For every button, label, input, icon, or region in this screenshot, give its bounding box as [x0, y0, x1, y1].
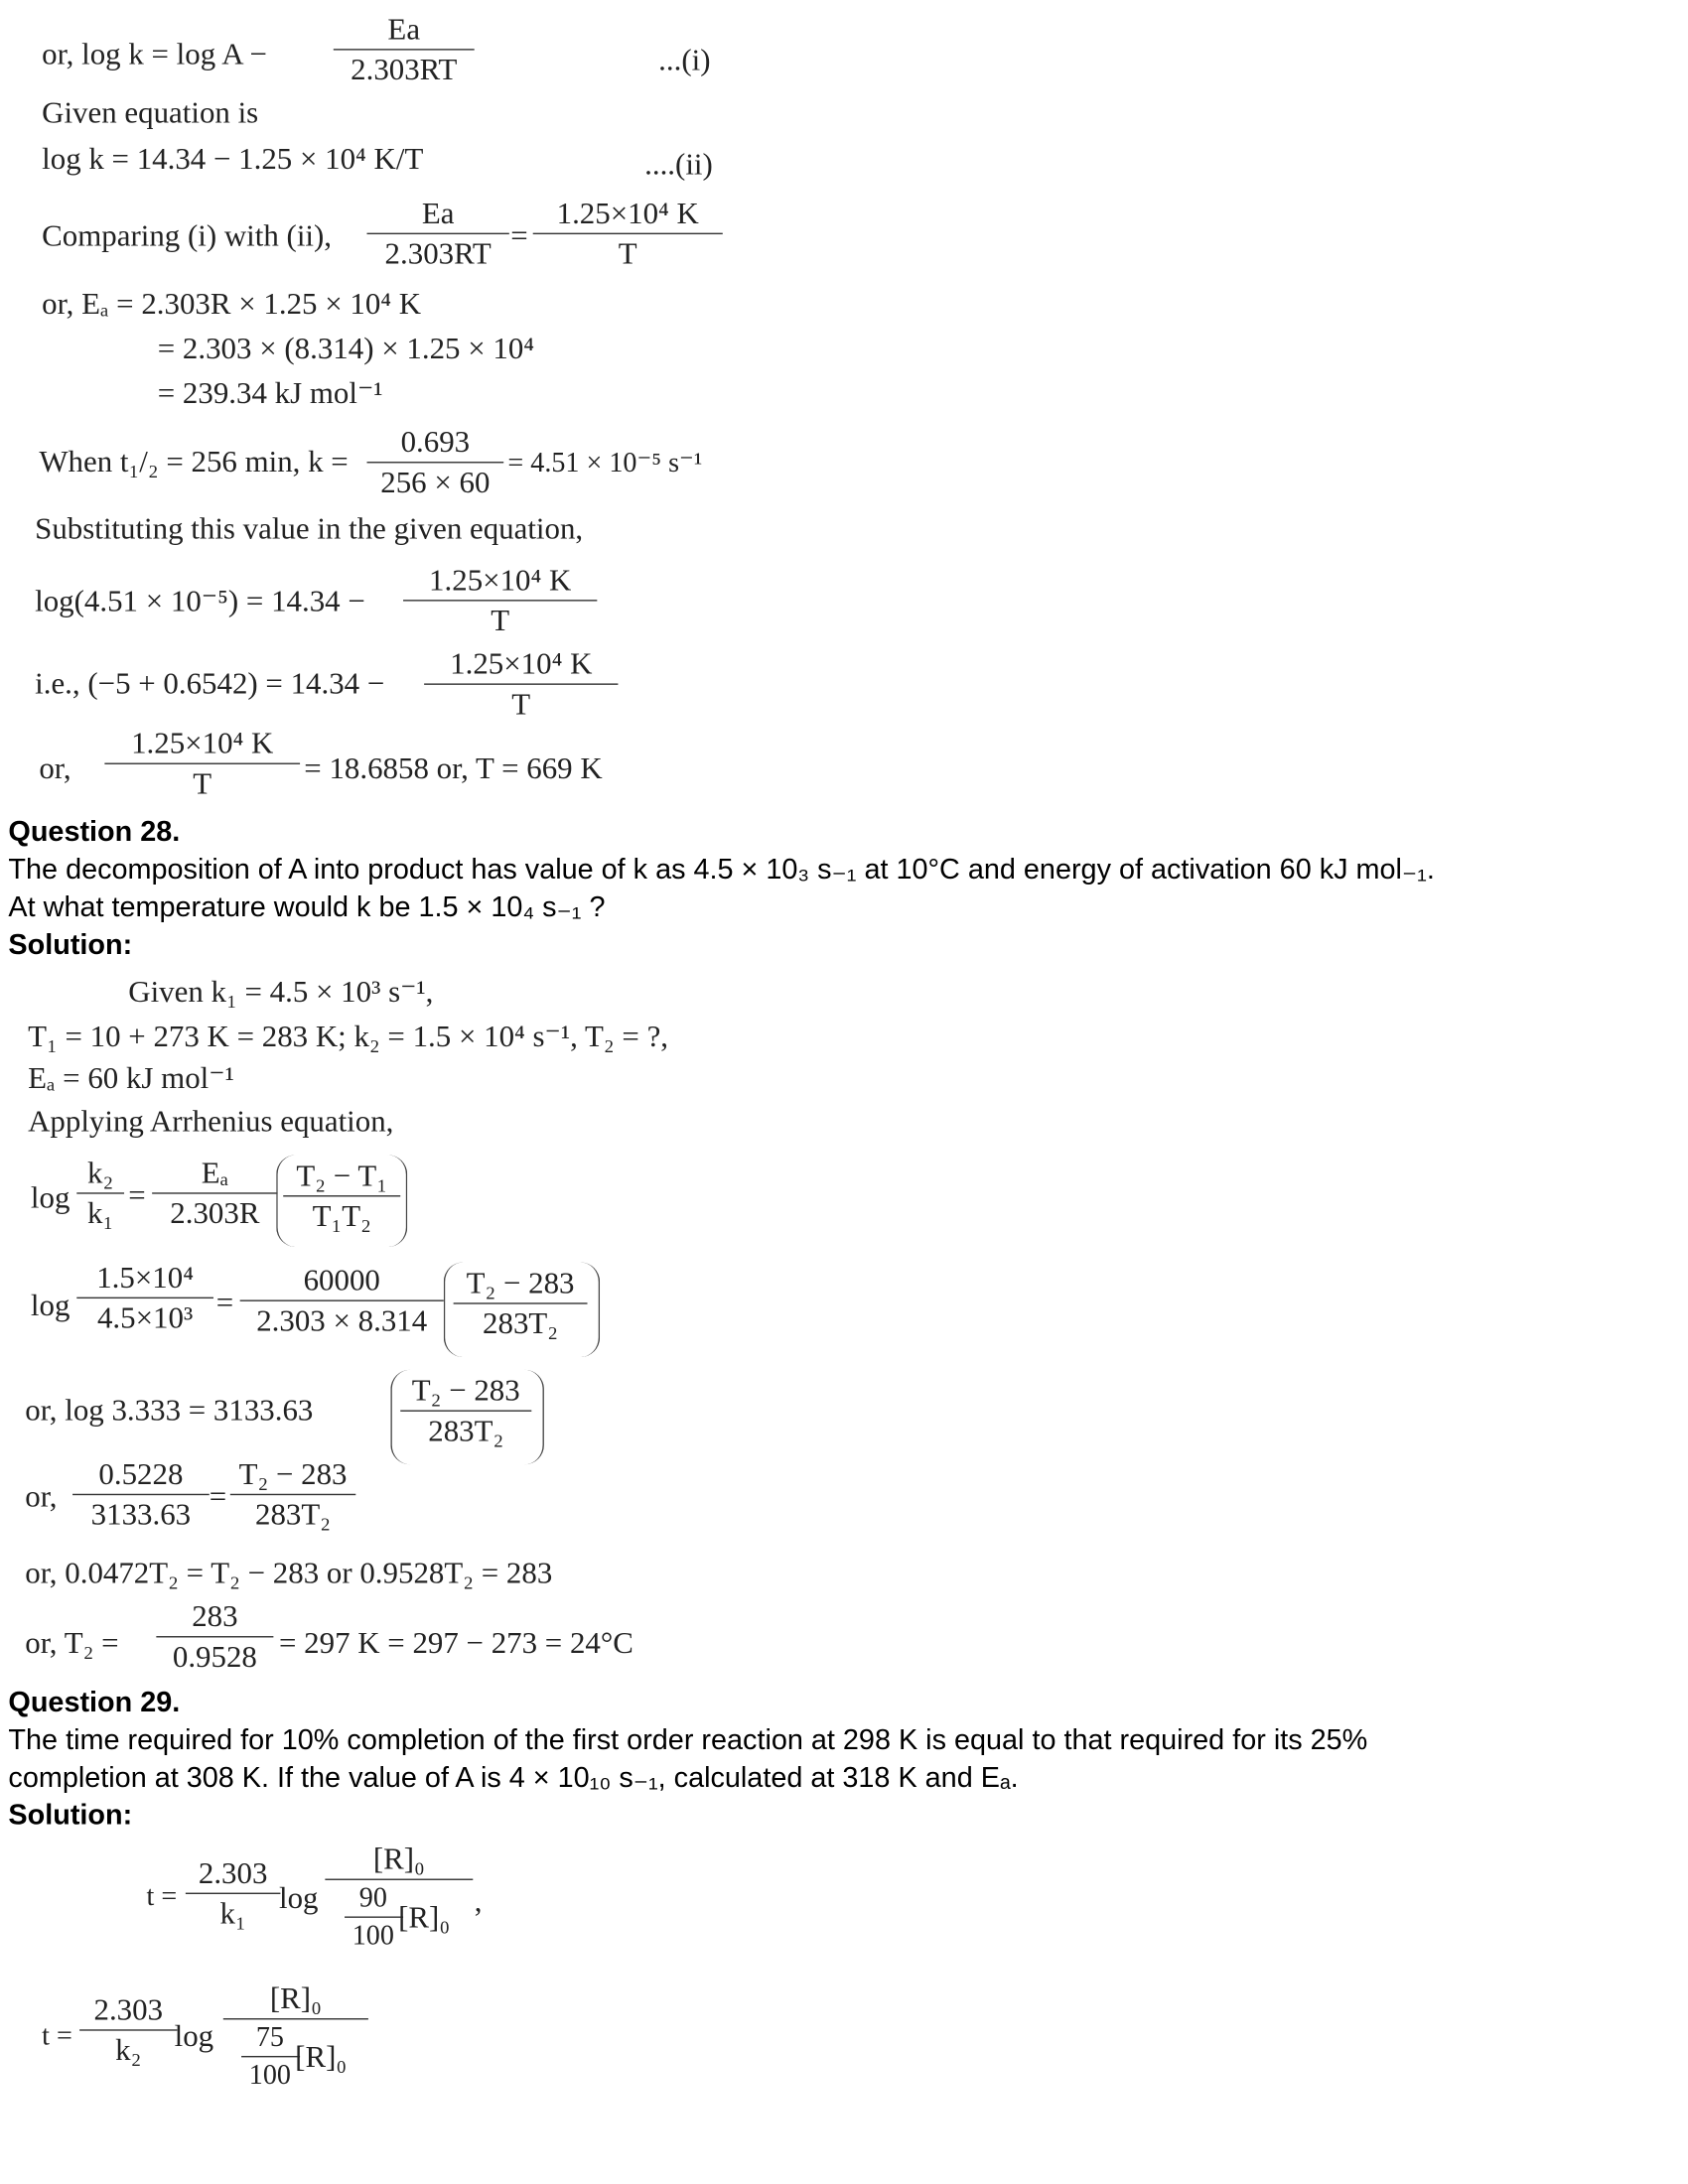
text-line: Substituting this value in the given equation,	[35, 510, 584, 546]
eq-line: or, T₂ =	[25, 1624, 119, 1660]
numerator: 2.303	[79, 1994, 177, 2031]
numerator: k₂	[76, 1158, 124, 1194]
eq-line: i.e., (−5 + 0.6542) = 14.34 −	[35, 665, 385, 701]
solution-label: Solution:	[8, 928, 133, 962]
bracket-r0: [R]₀	[398, 1898, 451, 1935]
fraction	[227, 1980, 364, 2092]
equals: =	[209, 1478, 227, 1514]
fraction	[156, 1155, 273, 1231]
numerator: Ea	[367, 199, 509, 235]
text-line: Given equation is	[42, 94, 259, 130]
numerator: 75	[240, 2024, 299, 2058]
fraction	[190, 1854, 276, 1931]
denominator: 2.303 × 8.314	[256, 1302, 428, 1338]
question-text: completion at 308 K. If the value of A is 4 × 10₁₀ s₋₁, calculated at 318 K and Eₐ.	[8, 1761, 1019, 1794]
numerator: 1.5×10⁴	[76, 1263, 213, 1299]
denominator: 3133.63	[90, 1496, 192, 1532]
denominator: 256 × 60	[380, 464, 491, 499]
numerator: Ea	[334, 14, 475, 51]
denominator: 100	[248, 2060, 291, 2092]
fraction	[404, 1372, 527, 1448]
numerator: 0.693	[367, 427, 504, 464]
denominator: k₁	[219, 1895, 246, 1931]
eq-line: = 239.34 kJ mol⁻¹	[157, 374, 383, 411]
fraction	[338, 11, 470, 87]
bracket-r0: [R]₀	[295, 2038, 348, 2074]
eq-tag: ....(ii)	[644, 146, 713, 182]
question-title: Question 28.	[8, 815, 181, 849]
numerator: Eₐ	[152, 1158, 277, 1194]
fraction	[371, 424, 499, 499]
fraction	[537, 195, 719, 271]
numerator: T₂ − 283	[454, 1268, 588, 1304]
fraction	[244, 1262, 440, 1338]
fraction	[330, 1843, 470, 1950]
fraction	[428, 645, 614, 722]
eq-line: or, 0.0472T₂ = T₂ − 283 or 0.9528T₂ = 283	[25, 1555, 553, 1590]
denominator: 4.5×10³	[96, 1299, 194, 1335]
numerator: 1.25×10⁴ K	[104, 728, 300, 764]
fraction	[349, 1884, 399, 1950]
eq-result: = 4.51 × 10⁻⁵ s⁻¹	[507, 448, 703, 478]
eq-line: T₁ = 10 + 273 K = 283 K; k₂ = 1.5 × 10⁴ s⁻¹, T₂ = ?,	[28, 1018, 669, 1053]
question-title: Question 29.	[8, 1686, 181, 1718]
denominator: 283T₂	[483, 1305, 559, 1341]
fraction	[83, 1991, 173, 2068]
fraction	[80, 1155, 119, 1231]
eq-t: t =	[42, 2020, 72, 2052]
eq-line: or, log k = log A −	[42, 36, 267, 71]
eq-line: Given k₁ = 4.5 × 10³ s⁻¹,	[128, 973, 434, 1009]
text-line: Applying Arrhenius equation,	[28, 1103, 394, 1139]
denominator: 2.303RT	[351, 51, 458, 87]
eq-t: t =	[146, 1881, 178, 1913]
denominator: 283T₂	[428, 1413, 504, 1448]
equals: =	[510, 217, 528, 253]
numerator: 1.25×10⁴ K	[424, 648, 618, 685]
eq-or: or,	[25, 1478, 58, 1514]
denominator: T	[491, 602, 510, 638]
question-text: The decomposition of A into product has value of k as 4.5 × 10₃ s₋₁ at 10°C and energy of activation 60 kJ mol₋₁.	[8, 853, 1435, 887]
denominator	[344, 1880, 454, 1950]
eq-tag: ...(i)	[658, 42, 711, 77]
eq-line: Eₐ = 60 kJ mol⁻¹	[28, 1059, 234, 1095]
fraction	[161, 1598, 270, 1674]
comma: ,	[474, 1882, 483, 1918]
eq-line: = 2.303 × (8.314) × 1.25 × 10⁴	[157, 330, 535, 366]
log: log	[30, 1179, 70, 1215]
numerator: [R]₀	[325, 1843, 473, 1880]
numerator: T₂ − 283	[400, 1375, 531, 1412]
log: log	[30, 1287, 70, 1322]
numerator: 1.25×10⁴ K	[403, 565, 597, 602]
fraction	[287, 1160, 396, 1232]
fraction	[234, 1455, 352, 1532]
numerator: 1.25×10⁴ K	[533, 199, 723, 235]
numerator: T₂ − 283	[230, 1459, 355, 1496]
eq-line: log k = 14.34 − 1.25 × 10⁴ K/T	[42, 140, 424, 177]
log: log	[174, 2018, 214, 2054]
numerator: [R]₀	[223, 1983, 368, 2020]
denominator: T	[511, 686, 531, 722]
numerator: 90	[344, 1884, 402, 1918]
denominator: T₁T₂	[312, 1197, 371, 1234]
denominator: 2.303RT	[384, 235, 492, 271]
fraction	[371, 195, 505, 271]
text-line: Comparing (i) with (ii),	[42, 217, 333, 253]
equals: =	[128, 1176, 146, 1212]
denominator: 283T₂	[255, 1496, 332, 1532]
eq-line: When t₁/₂ = 256 min, k =	[39, 443, 349, 478]
denominator: T	[618, 235, 637, 271]
denominator	[240, 2019, 351, 2092]
fraction	[109, 725, 296, 801]
numerator: 2.303	[186, 1857, 281, 1894]
fraction	[245, 2024, 296, 2090]
question-text: The time required for 10% completion of the first order reaction at 298 K is equal to that required for its 25%	[8, 1723, 1368, 1756]
eq-line: or, log 3.333 = 3133.63	[25, 1392, 314, 1428]
fraction	[407, 562, 593, 638]
numerator: 283	[156, 1601, 273, 1638]
eq-result: = 18.6858 or, T = 669 K	[304, 750, 603, 786]
eq-or: or,	[39, 750, 71, 786]
denominator: 100	[352, 1920, 394, 1952]
eq-result: = 297 K = 297 − 273 = 24°C	[279, 1624, 633, 1660]
eq-line: or, Eₐ = 2.303R × 1.25 × 10⁴ K	[42, 286, 422, 322]
numerator: T₂ − T₁	[283, 1160, 400, 1197]
numerator: 60000	[240, 1265, 444, 1301]
eq-line: log(4.51 × 10⁻⁵) = 14.34 −	[35, 583, 365, 618]
question-text: At what temperature would k be 1.5 × 10₄ s₋₁ ?	[8, 890, 606, 924]
fraction	[458, 1265, 583, 1341]
numerator: 0.5228	[72, 1459, 210, 1496]
fraction	[80, 1259, 209, 1335]
denominator: 0.9528	[172, 1638, 257, 1674]
denominator: k₁	[87, 1195, 114, 1231]
solution-label: Solution:	[8, 1799, 133, 1832]
fraction	[76, 1455, 205, 1532]
log: log	[279, 1879, 319, 1916]
denominator: T	[193, 765, 212, 801]
equals: =	[215, 1285, 234, 1320]
denominator: k₂	[115, 2032, 142, 2068]
denominator: 2.303R	[170, 1195, 260, 1231]
